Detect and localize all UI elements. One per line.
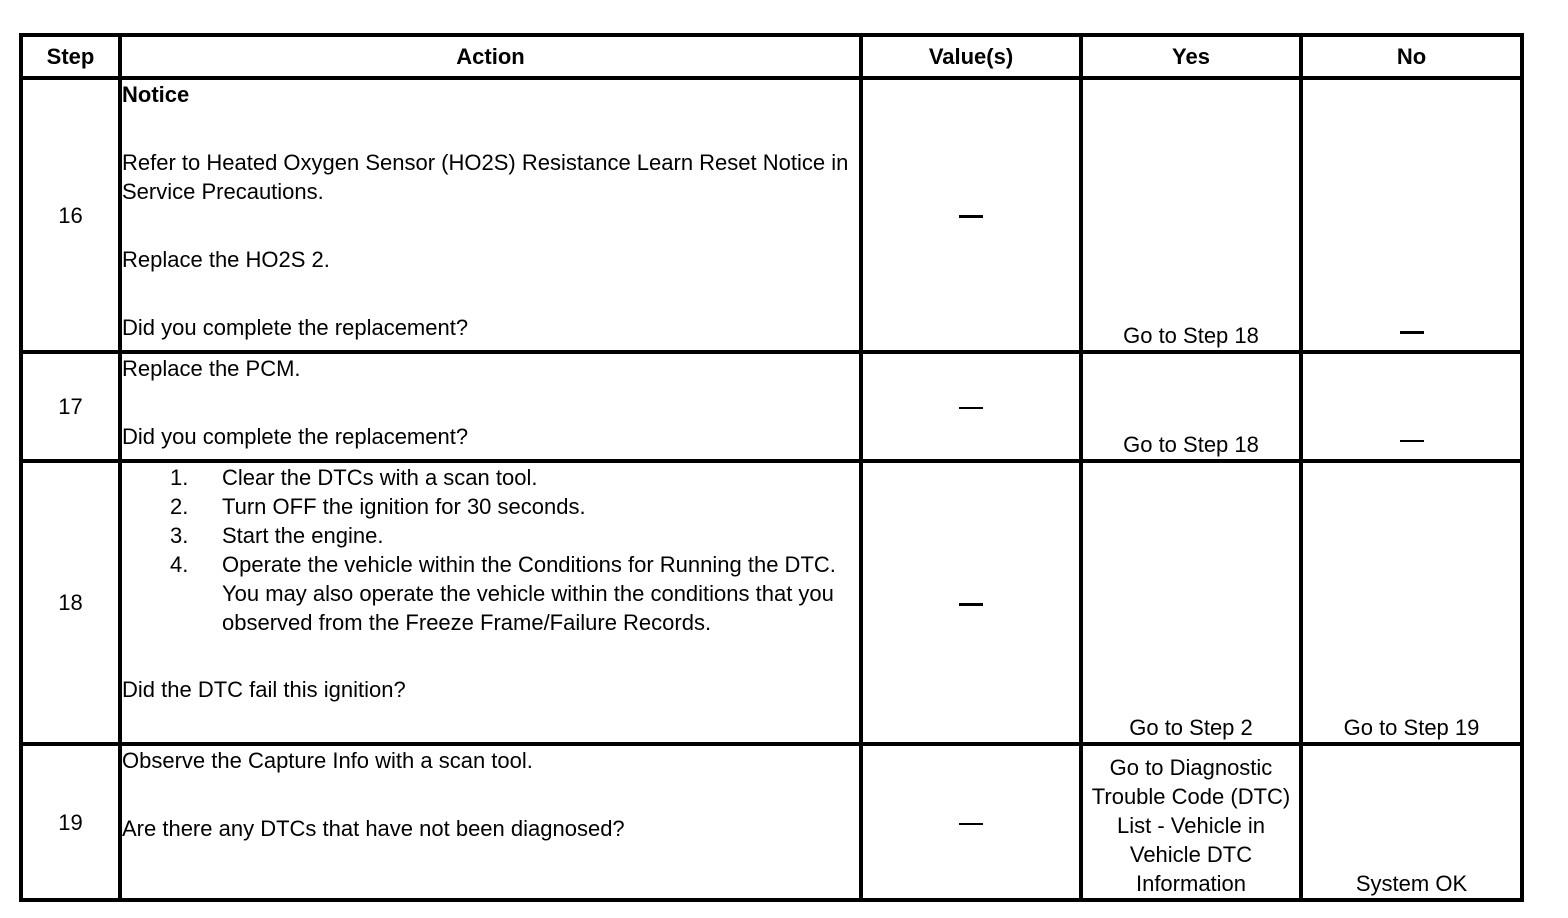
step-number: 17 (21, 352, 120, 461)
action-question: Did you complete the replacement? (122, 424, 469, 449)
action-cell (120, 78, 861, 352)
list-item: 3. Start the engine. (170, 523, 384, 548)
table-row (21, 78, 1522, 352)
step-number: 16 (21, 78, 120, 352)
header-row (21, 35, 1522, 78)
header-values: Value(s) (861, 35, 1081, 78)
yes-link-text: Go to Diagnostic Trouble Code (DTC) List - Vehicle in Vehicle DTC Information (1091, 755, 1291, 896)
no-dash (1400, 440, 1424, 442)
action-text: Replace the PCM. (122, 356, 301, 381)
yes-cell: Go to Step 18 (1081, 78, 1301, 352)
header-yes: Yes (1081, 35, 1301, 78)
no-cell: Go to Step 19 (1301, 461, 1522, 744)
step-number: 18 (21, 461, 120, 744)
action-question: Did you complete the replacement? (122, 315, 469, 340)
no-dash (1400, 331, 1424, 334)
list-item: 1. Clear the DTCs with a scan tool. (170, 465, 538, 490)
table-row (21, 352, 1522, 461)
notice-label: Notice (122, 82, 190, 107)
no-cell (1301, 78, 1522, 352)
yes-cell: Go to Step 18 (1081, 352, 1301, 461)
list-item: 2. Turn OFF the ignition for 30 seconds. (170, 494, 586, 519)
action-text: Observe the Capture Info with a scan tool. (122, 748, 533, 773)
action-question: Did the DTC fail this ignition? (122, 677, 406, 702)
table-row (21, 461, 1522, 744)
no-cell (1301, 352, 1522, 461)
value-dash (959, 603, 983, 606)
step-number: 19 (21, 744, 120, 900)
action-cell (120, 461, 861, 744)
value-dash (959, 407, 983, 409)
procedure-list (122, 463, 859, 637)
header-no: No (1301, 35, 1522, 78)
value-cell (861, 352, 1081, 461)
value-dash (959, 215, 983, 218)
table-row (21, 744, 1522, 900)
action-cell (120, 744, 861, 900)
yes-cell (1081, 744, 1301, 900)
value-cell (861, 461, 1081, 744)
list-item: 4. Operate the vehicle within the Conditions for Running the DTC. You may also operate the vehicle within the conditions that you observed from the Freeze Frame/Failure Records. (170, 552, 836, 635)
action-text: Replace the HO2S 2. (122, 247, 330, 272)
diagnostic-table (19, 33, 1524, 902)
value-cell (861, 744, 1081, 900)
header-step: Step (21, 35, 120, 78)
value-cell (861, 78, 1081, 352)
yes-cell: Go to Step 2 (1081, 461, 1301, 744)
header-action: Action (120, 35, 861, 78)
no-cell: System OK (1301, 744, 1522, 900)
value-dash (959, 823, 983, 825)
action-question: Are there any DTCs that have not been diagnosed? (122, 816, 625, 841)
action-cell (120, 352, 861, 461)
action-text: Refer to Heated Oxygen Sensor (HO2S) Resistance Learn Reset Notice in Service Precautions. (122, 150, 849, 204)
